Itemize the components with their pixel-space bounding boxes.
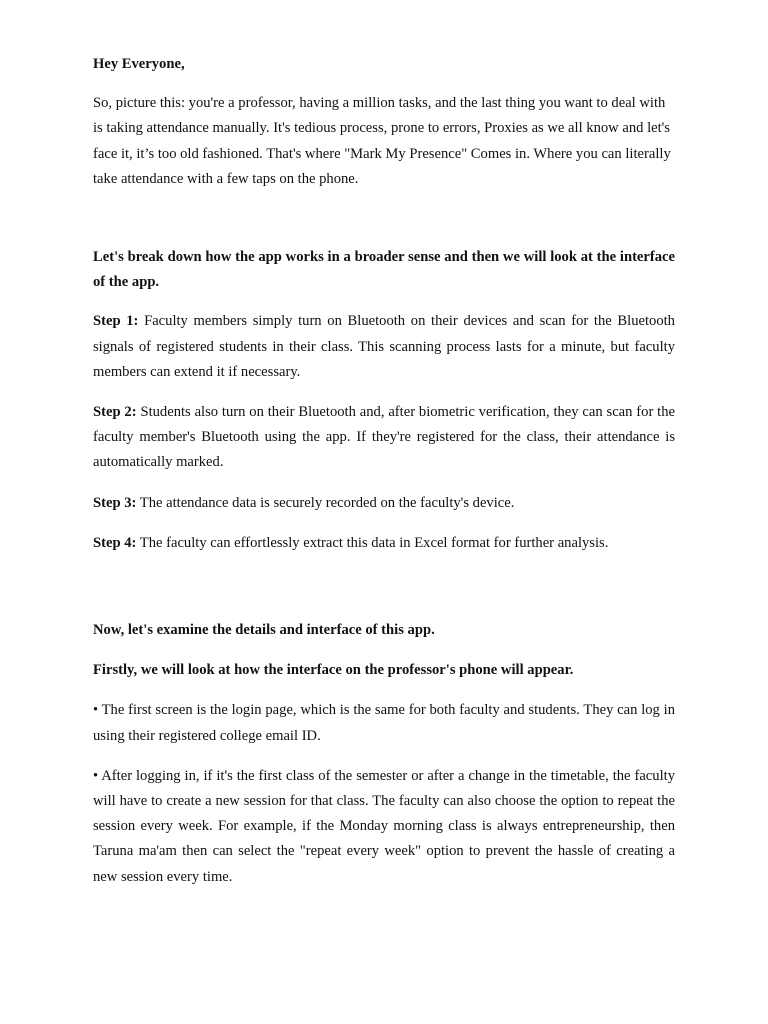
section-spacer: [93, 571, 675, 618]
step-2-text: Students also turn on their Bluetooth and, after biometric verification, they can scan for the faculty member's Bluetooth using the app. If they're registered for the class, their attendance is automatically marked.: [93, 404, 675, 471]
bullet-login-page: • The first screen is the login page, which is the same for both faculty and students. They can log in using their registered college email ID.: [93, 702, 675, 744]
step-4-text: The faculty can effortlessly extract this data in Excel format for further analysis.: [139, 534, 609, 551]
professor-interface-heading: Firstly, we will look at how the interface on the professor's phone will appear.: [93, 662, 574, 679]
step-2-label: Step 2:: [93, 404, 137, 421]
step-1-paragraph: [93, 309, 675, 385]
step-3-text: The attendance data is securely recorded on the faculty's device.: [139, 494, 515, 511]
overview-heading: Let's break down how the app works in a broader sense and then we will look at the interface of the app.: [93, 249, 675, 291]
step-2-paragraph: [93, 400, 675, 476]
document-page: [93, 52, 675, 890]
step-1-label: Step 1:: [93, 313, 139, 330]
step-1-text: Faculty members simply turn on Bluetooth on their devices and scan for the Bluetooth signals of registered students in their class. This scanning process lasts for a minute, but faculty members can extend it if necessary.: [93, 313, 675, 380]
bullet-create-session: • After logging in, if it's the first class of the semester or after a change in the timetable, the faculty will have to create a new session for that class. The faculty can also choose the option to repeat the session every week. For example, if the Monday morning class is always entrepreneurship, then Taruna ma'am then can select the "repeat every week" option to prevent the hassle of creating a new session every time.: [93, 767, 675, 885]
step-4-paragraph: [93, 531, 675, 556]
step-4-label: Step 4:: [93, 534, 137, 551]
intro-paragraph: So, picture this: you're a professor, having a million tasks, and the last thing you want to deal with is taking attendance manually. It's tedious process, prone to errors, Proxies as we all know and let's face it, it’s too old fashioned. That's where "Mark My Presence" Comes in. Where you can literally take attendance with a few taps on the phone.: [93, 95, 671, 187]
greeting-heading: Hey Everyone,: [93, 56, 185, 72]
step-3-paragraph: [93, 491, 675, 516]
step-3-label: Step 3:: [93, 494, 137, 511]
details-heading: Now, let's examine the details and interface of this app.: [93, 622, 435, 639]
section-spacer: [93, 192, 675, 245]
